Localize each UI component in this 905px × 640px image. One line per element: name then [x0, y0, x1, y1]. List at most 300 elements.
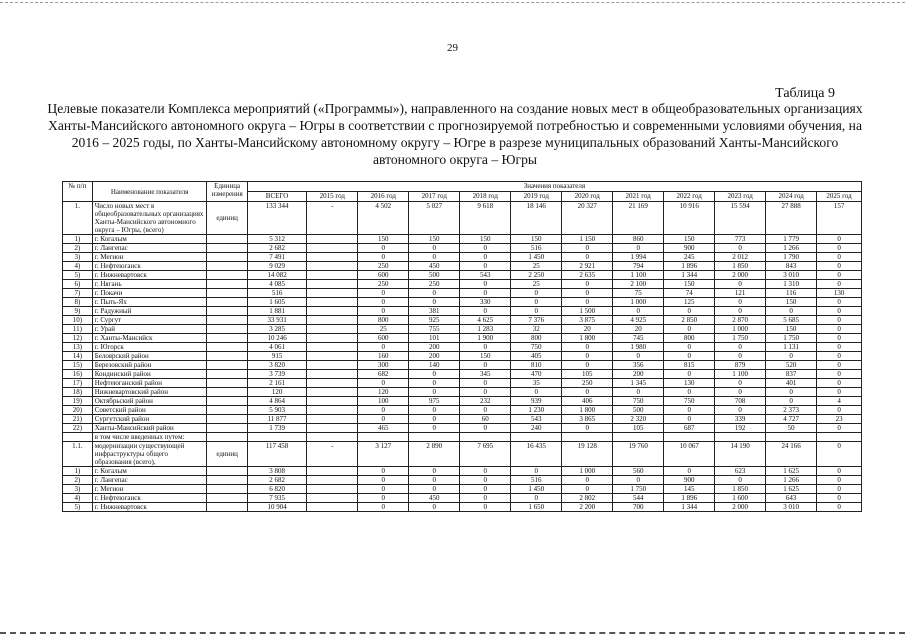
header-year: ВСЕГО — [247, 192, 306, 202]
value-cell: 0 — [766, 307, 817, 316]
value-cell: 0 — [664, 388, 715, 397]
row-number: 5) — [63, 503, 93, 512]
value-cell: 345 — [460, 370, 511, 379]
row-number: 1) — [63, 467, 93, 476]
value-cell: 16 435 — [511, 442, 562, 467]
value-cell: - — [307, 442, 358, 467]
value-cell: 0 — [511, 307, 562, 316]
value-cell: 837 — [766, 370, 817, 379]
value-cell: 7 491 — [247, 253, 306, 262]
municipality-name: г. Мегион — [92, 253, 207, 262]
value-cell: 192 — [715, 424, 766, 433]
value-cell — [307, 307, 358, 316]
value-cell: 0 — [562, 244, 613, 253]
value-cell: 1 266 — [766, 476, 817, 485]
value-cell: 1 000 — [715, 325, 766, 334]
municipality-name: г. Нягань — [92, 280, 207, 289]
value-cell: 0 — [562, 298, 613, 307]
municipality-name: г. Нефтеюганск — [92, 494, 207, 503]
table-row — [63, 244, 862, 253]
value-cell: 1 450 — [511, 253, 562, 262]
value-cell: 860 — [613, 235, 664, 244]
value-cell: 0 — [409, 298, 460, 307]
value-cell: 0 — [715, 343, 766, 352]
table-row — [63, 325, 862, 334]
value-cell: 1 000 — [562, 467, 613, 476]
municipality-name: г. Югорск — [92, 343, 207, 352]
value-cell: 2 870 — [715, 316, 766, 325]
value-cell: 0 — [409, 388, 460, 397]
value-cell: 0 — [715, 352, 766, 361]
value-cell: 4 085 — [247, 280, 306, 289]
row-number: 13) — [63, 343, 93, 352]
value-cell: 1 100 — [613, 271, 664, 280]
value-cell: 0 — [715, 307, 766, 316]
value-cell: 939 — [511, 397, 562, 406]
value-cell — [409, 433, 460, 442]
value-cell: 35 — [511, 379, 562, 388]
table-row — [63, 397, 862, 406]
value-cell: 0 — [817, 307, 862, 316]
unit-cell — [207, 424, 247, 433]
value-cell: 3 127 — [358, 442, 409, 467]
row-number: 1.1. — [63, 442, 93, 467]
value-cell — [307, 334, 358, 343]
unit-cell — [207, 307, 247, 316]
row-number: 9) — [63, 307, 93, 316]
header-year: 2017 год — [409, 192, 460, 202]
value-cell: 0 — [817, 442, 862, 467]
value-cell: 240 — [511, 424, 562, 433]
value-cell: 130 — [817, 289, 862, 298]
table-row — [63, 316, 862, 325]
municipality-name: Березовский район — [92, 361, 207, 370]
value-cell: 4 061 — [247, 343, 306, 352]
table-row — [63, 289, 862, 298]
unit-cell — [207, 325, 247, 334]
value-cell — [307, 424, 358, 433]
value-cell: 0 — [358, 406, 409, 415]
value-cell: 1 345 — [613, 379, 664, 388]
value-cell: 0 — [358, 343, 409, 352]
value-cell: 623 — [715, 467, 766, 476]
unit-cell — [207, 485, 247, 494]
header-year: 2016 год — [358, 192, 409, 202]
value-cell: 5 027 — [409, 202, 460, 235]
value-cell: 0 — [817, 244, 862, 253]
value-cell: 0 — [817, 316, 862, 325]
value-cell: 0 — [715, 379, 766, 388]
value-cell — [358, 433, 409, 442]
value-cell: 2 850 — [664, 316, 715, 325]
table-row — [63, 271, 862, 280]
value-cell: 120 — [247, 388, 306, 397]
unit-cell — [207, 397, 247, 406]
value-cell: 10 067 — [664, 442, 715, 467]
value-cell: 0 — [562, 280, 613, 289]
table-row — [63, 424, 862, 433]
value-cell: 0 — [358, 379, 409, 388]
value-cell: 250 — [562, 379, 613, 388]
value-cell — [307, 289, 358, 298]
municipality-name: г. Ханты-Мансийск — [92, 334, 207, 343]
value-cell: 1 344 — [664, 271, 715, 280]
value-cell: 843 — [766, 262, 817, 271]
unit-cell — [207, 298, 247, 307]
table-row — [63, 467, 862, 476]
header-values: Значения показателя — [247, 182, 861, 192]
row-number: 16) — [63, 370, 93, 379]
value-cell: 500 — [613, 406, 664, 415]
table-row — [63, 352, 862, 361]
unit-cell — [207, 316, 247, 325]
value-cell: 0 — [358, 467, 409, 476]
value-cell: 4 864 — [247, 397, 306, 406]
row-number: 22) — [63, 424, 93, 433]
municipality-name: Нижневартовский район — [92, 388, 207, 397]
value-cell: 150 — [766, 325, 817, 334]
value-cell: 0 — [358, 494, 409, 503]
unit-cell — [207, 467, 247, 476]
table-row — [63, 406, 862, 415]
unit-cell — [207, 476, 247, 485]
value-cell: 810 — [511, 361, 562, 370]
value-cell: 0 — [460, 503, 511, 512]
value-cell: 1 750 — [613, 485, 664, 494]
value-cell: 25 — [511, 280, 562, 289]
value-cell: 0 — [613, 388, 664, 397]
value-cell: 1 625 — [766, 467, 817, 476]
value-cell: 105 — [613, 424, 664, 433]
value-cell: 2 802 — [562, 494, 613, 503]
value-cell: 800 — [664, 334, 715, 343]
value-cell: 1 800 — [562, 406, 613, 415]
value-cell: 1 790 — [766, 253, 817, 262]
value-cell — [307, 503, 358, 512]
municipality-name: г. Нефтеюганск — [92, 262, 207, 271]
value-cell: 5 903 — [247, 406, 306, 415]
table-row — [63, 253, 862, 262]
unit-cell: единиц — [207, 202, 247, 235]
value-cell: 800 — [511, 334, 562, 343]
value-cell: 975 — [409, 397, 460, 406]
row-number: 12) — [63, 334, 93, 343]
value-cell: 560 — [613, 467, 664, 476]
header-year: 2025 год — [817, 192, 862, 202]
value-cell: 0 — [817, 503, 862, 512]
municipality-name: Ханты-Мансийский район — [92, 424, 207, 433]
value-cell: 3 739 — [247, 370, 306, 379]
value-cell: 643 — [766, 494, 817, 503]
value-cell: 0 — [817, 235, 862, 244]
header-year: 2015 год — [307, 192, 358, 202]
value-cell — [307, 370, 358, 379]
value-cell: 0 — [409, 424, 460, 433]
value-cell — [511, 433, 562, 442]
row-number: 20) — [63, 406, 93, 415]
value-cell — [307, 494, 358, 503]
header-year: 2024 год — [766, 192, 817, 202]
value-cell: 879 — [715, 361, 766, 370]
value-cell: 2 000 — [715, 503, 766, 512]
value-cell: 1 779 — [766, 235, 817, 244]
value-cell: 1 500 — [562, 307, 613, 316]
value-cell: 2 012 — [715, 253, 766, 262]
unit-cell — [207, 262, 247, 271]
value-cell: 1 266 — [766, 244, 817, 253]
value-cell: 0 — [409, 415, 460, 424]
value-cell: 544 — [613, 494, 664, 503]
value-cell: 0 — [817, 361, 862, 370]
value-cell: 0 — [460, 307, 511, 316]
value-cell: 0 — [817, 467, 862, 476]
value-cell: 150 — [358, 235, 409, 244]
value-cell: 0 — [358, 298, 409, 307]
value-cell: 0 — [766, 397, 817, 406]
header-year: 2020 год — [562, 192, 613, 202]
value-cell: 0 — [817, 271, 862, 280]
value-cell: 23 — [817, 415, 862, 424]
value-cell: 1 450 — [511, 485, 562, 494]
value-cell: 10 904 — [247, 503, 306, 512]
value-cell: 105 — [562, 370, 613, 379]
value-cell: 356 — [613, 361, 664, 370]
value-cell: 5 685 — [766, 316, 817, 325]
value-cell: 0 — [817, 253, 862, 262]
value-cell: 10 246 — [247, 334, 306, 343]
value-cell: 0 — [409, 370, 460, 379]
value-cell: 0 — [613, 307, 664, 316]
row-number: 1. — [63, 202, 93, 235]
value-cell: 2 100 — [613, 280, 664, 289]
value-cell: 9 029 — [247, 262, 306, 271]
value-cell — [766, 433, 817, 442]
municipality-name: г. Урай — [92, 325, 207, 334]
value-cell: 0 — [817, 343, 862, 352]
value-cell: 100 — [358, 397, 409, 406]
value-cell: 27 888 — [766, 202, 817, 235]
table-row — [63, 343, 862, 352]
value-cell: 250 — [409, 280, 460, 289]
value-cell: 4 925 — [613, 316, 664, 325]
row-number — [63, 433, 93, 442]
value-cell: 74 — [664, 289, 715, 298]
value-cell: 0 — [817, 325, 862, 334]
value-cell: 1 283 — [460, 325, 511, 334]
value-cell: 157 — [817, 202, 862, 235]
value-cell: 3 285 — [247, 325, 306, 334]
municipality-name: г. Пыть-Ях — [92, 298, 207, 307]
unit-cell — [207, 289, 247, 298]
municipality-name: г. Когалым — [92, 467, 207, 476]
table-row — [63, 485, 862, 494]
row-number: 19) — [63, 397, 93, 406]
value-cell — [307, 262, 358, 271]
value-cell: 0 — [817, 370, 862, 379]
value-cell: 516 — [511, 244, 562, 253]
value-cell: 101 — [409, 334, 460, 343]
value-cell: 7 695 — [460, 442, 511, 467]
value-cell: 0 — [613, 244, 664, 253]
row-number: 4) — [63, 494, 93, 503]
value-cell: 0 — [409, 244, 460, 253]
value-cell: 116 — [766, 289, 817, 298]
table-row — [63, 415, 862, 424]
value-cell: 117 458 — [247, 442, 306, 467]
value-cell: 0 — [664, 467, 715, 476]
value-cell: 0 — [817, 476, 862, 485]
unit-cell — [207, 334, 247, 343]
value-cell: 6 820 — [247, 485, 306, 494]
value-cell: 2 161 — [247, 379, 306, 388]
value-cell: 145 — [664, 485, 715, 494]
municipality-name: г. Мегион — [92, 485, 207, 494]
value-cell: 339 — [715, 415, 766, 424]
value-cell: 20 — [562, 325, 613, 334]
municipality-name: г. Когалым — [92, 235, 207, 244]
value-cell: 0 — [766, 352, 817, 361]
value-cell: 150 — [664, 280, 715, 289]
value-cell: 0 — [358, 476, 409, 485]
value-cell: 130 — [664, 379, 715, 388]
value-cell: 0 — [460, 424, 511, 433]
value-cell — [664, 433, 715, 442]
row-number: 1) — [63, 235, 93, 244]
value-cell: 4 502 — [358, 202, 409, 235]
value-cell: 2 921 — [562, 262, 613, 271]
value-cell: 381 — [409, 307, 460, 316]
value-cell: 600 — [358, 334, 409, 343]
value-cell: 1 100 — [715, 370, 766, 379]
value-cell: 0 — [715, 244, 766, 253]
unit-cell — [207, 494, 247, 503]
value-cell: 0 — [358, 307, 409, 316]
value-cell: 815 — [664, 361, 715, 370]
table-label: Таблица 9 — [775, 86, 835, 101]
value-cell: 0 — [511, 298, 562, 307]
value-cell: 0 — [358, 415, 409, 424]
unit-cell — [207, 406, 247, 415]
value-cell: 3 865 — [562, 415, 613, 424]
value-cell: 750 — [613, 397, 664, 406]
value-cell: 0 — [460, 253, 511, 262]
value-cell — [460, 433, 511, 442]
value-cell: 160 — [358, 352, 409, 361]
municipality-name: г. Нижневартовск — [92, 271, 207, 280]
value-cell: 0 — [409, 379, 460, 388]
value-cell: 11 877 — [247, 415, 306, 424]
value-cell: 0 — [817, 406, 862, 415]
unit-cell — [207, 503, 247, 512]
value-cell: 520 — [766, 361, 817, 370]
row-number: 21) — [63, 415, 93, 424]
value-cell: 200 — [613, 370, 664, 379]
value-cell: 2 682 — [247, 476, 306, 485]
page-number: 29 — [447, 42, 458, 54]
value-cell: 0 — [511, 494, 562, 503]
value-cell: 0 — [664, 415, 715, 424]
value-cell: 60 — [460, 415, 511, 424]
value-cell: 0 — [409, 406, 460, 415]
value-cell: 2 200 — [562, 503, 613, 512]
value-cell: 75 — [613, 289, 664, 298]
value-cell: 0 — [460, 361, 511, 370]
value-cell: 125 — [664, 298, 715, 307]
value-cell: 1 344 — [664, 503, 715, 512]
value-cell: 5 312 — [247, 235, 306, 244]
value-cell — [562, 433, 613, 442]
value-cell: 465 — [358, 424, 409, 433]
value-cell: 0 — [715, 476, 766, 485]
value-cell — [613, 433, 664, 442]
document-heading: Целевые показатели Комплекса мероприятий («Программы»), направленного на создание новых мест в общеобразовательных организациях Ханты-Мансийского автономного округа – Югры в соответствии с прогнозируемой потребностью и современными условиями обучения, на 2016 – 2025 годы, по Ханты-Мансийскому автономному округу – Югре в разрезе муниципальных образований Ханты-Мансийского автономного округа – Югры — [47, 101, 863, 167]
value-cell: 0 — [460, 244, 511, 253]
value-cell: 0 — [715, 388, 766, 397]
value-cell — [307, 433, 358, 442]
value-cell: 0 — [460, 289, 511, 298]
municipality-name: Сургутский район — [92, 415, 207, 424]
value-cell: 708 — [715, 397, 766, 406]
indicators-table — [62, 181, 862, 512]
value-cell: 0 — [460, 406, 511, 415]
value-cell: 250 — [358, 280, 409, 289]
value-cell — [307, 379, 358, 388]
header-year: 2019 год — [511, 192, 562, 202]
value-cell: 516 — [247, 289, 306, 298]
value-cell: 0 — [409, 503, 460, 512]
value-cell: 7 935 — [247, 494, 306, 503]
value-cell — [715, 433, 766, 442]
value-cell: 1 896 — [664, 262, 715, 271]
value-cell: 0 — [664, 352, 715, 361]
value-cell — [307, 397, 358, 406]
value-cell: 140 — [409, 361, 460, 370]
value-cell: 0 — [562, 343, 613, 352]
unit-cell — [207, 361, 247, 370]
value-cell: 9 618 — [460, 202, 511, 235]
value-cell: 0 — [664, 370, 715, 379]
municipality-name: Октябрьский район — [92, 397, 207, 406]
value-cell: 14 082 — [247, 271, 306, 280]
value-cell: 470 — [511, 370, 562, 379]
value-cell: 0 — [715, 298, 766, 307]
value-cell: 0 — [766, 388, 817, 397]
value-cell: 0 — [613, 476, 664, 485]
value-cell: 1 900 — [460, 334, 511, 343]
header-year: 2023 год — [715, 192, 766, 202]
value-cell: 0 — [562, 352, 613, 361]
value-cell: 1 850 — [715, 485, 766, 494]
bottom-scan-border — [0, 632, 905, 634]
value-cell: 450 — [409, 262, 460, 271]
row-number: 15) — [63, 361, 93, 370]
value-cell: 3 010 — [766, 503, 817, 512]
value-cell — [307, 485, 358, 494]
row-number: 3) — [63, 485, 93, 494]
value-cell: 0 — [511, 388, 562, 397]
value-cell: 300 — [358, 361, 409, 370]
value-cell: 0 — [817, 388, 862, 397]
value-cell: 682 — [358, 370, 409, 379]
value-cell: 0 — [511, 289, 562, 298]
table-row — [63, 388, 862, 397]
value-cell: 0 — [562, 476, 613, 485]
value-cell: 1 230 — [511, 406, 562, 415]
value-cell — [307, 244, 358, 253]
value-cell: 794 — [613, 262, 664, 271]
indicator-name: модернизации существующей инфраструктуры общего образования (всего), — [92, 442, 207, 467]
header-name: Наименование показателя — [92, 182, 207, 202]
